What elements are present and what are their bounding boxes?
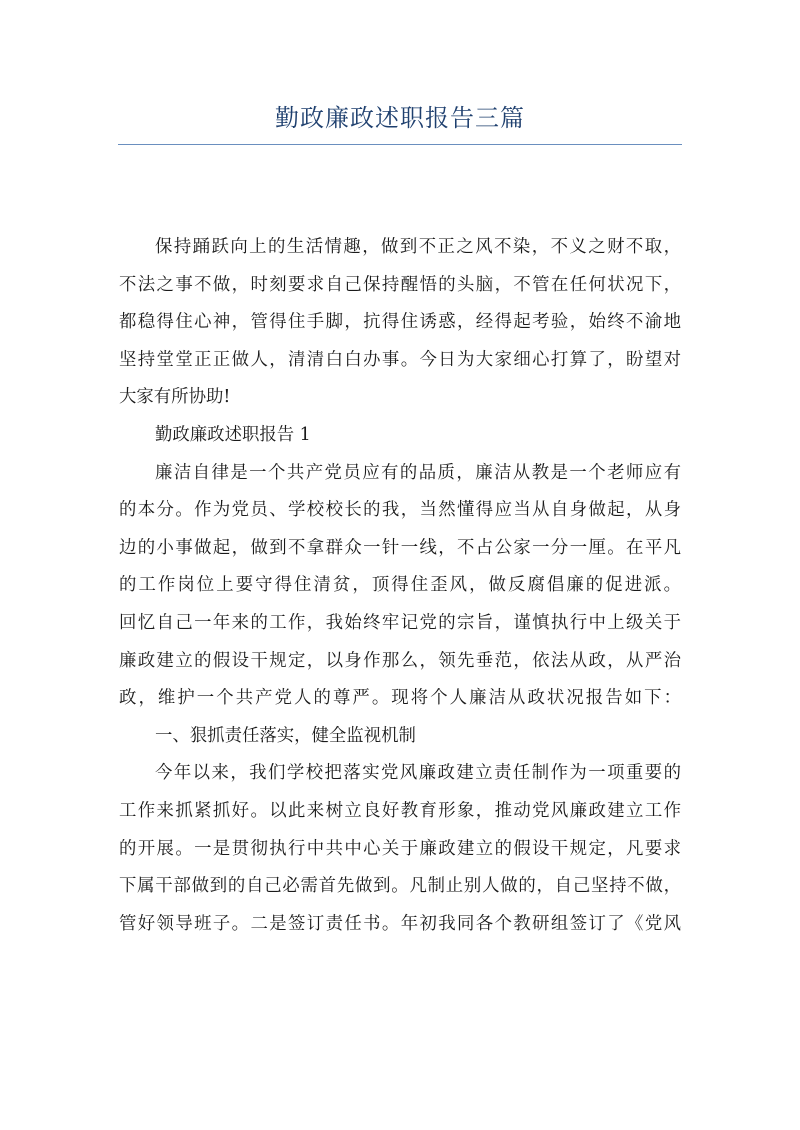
document-body — [119, 229, 681, 943]
text-line: 保持踊跃向上的生活情趣，做到不正之风不染，不义之财不取， — [155, 237, 681, 257]
text-line: 廉洁自律是一个共产党员应有的品质，廉洁从教是一个老师应有 — [155, 462, 681, 483]
text-line: 工作来抓紧抓好。以此来树立良好教育形象，推动党风廉政建立工作 — [119, 800, 681, 821]
text-line: 回忆自己一年来的工作，我始终牢记党的宗旨，谨慎执行中上级关于 — [119, 612, 681, 633]
text-line: 的本分。作为党员、学校校长的我，当然懂得应当从自身做起，从身 — [119, 500, 681, 521]
text-line: 的开展。一是贯彻执行中共中心关于廉政建立的假设干规定，凡要求 — [119, 838, 681, 859]
text-line: 不法之事不做，时刻要求自己保持醒悟的头脑，不管在任何状况下， — [119, 274, 681, 295]
text-line: 廉政建立的假设干规定，以身作那么，领先垂范，依法从政，从严治 — [119, 650, 681, 671]
document-title: 勤政廉政述职报告三篇 — [275, 104, 525, 132]
text-line: 大家有所协助! — [119, 387, 231, 408]
text-line: 政，维护一个共产党人的尊严。现将个人廉洁从政状况报告如下： — [119, 688, 681, 709]
text-line: 下属干部做到的自己必需首先做到。凡制止别人做的，自己坚持不做， — [119, 876, 681, 897]
text-line: 一、狠抓责任落实，健全监视机制 — [155, 725, 416, 746]
text-line: 都稳得住心神，管得住手脚，抗得住诱惑，经得起考验，始终不渝地 — [119, 312, 681, 333]
text-line: 今年以来，我们学校把落实党风廉政建立责任制作为一项重要的 — [155, 763, 681, 784]
text-line: 勤政廉政述职报告 1 — [155, 424, 311, 445]
text-line: 管好领导班子。二是签订责任书。年初我同各个教研组签订了《党风 — [119, 913, 681, 934]
text-line: 的工作岗位上要守得住清贫，顶得住歪风，做反腐倡廉的促进派。 — [119, 575, 681, 596]
text-line: 边的小事做起，做到不拿群众一针一线，不占公家一分一厘。在平凡 — [119, 537, 681, 558]
title-underline — [118, 144, 682, 145]
text-line: 坚持堂堂正正做人，清清白白办事。今日为大家细心打算了，盼望对 — [119, 349, 681, 370]
